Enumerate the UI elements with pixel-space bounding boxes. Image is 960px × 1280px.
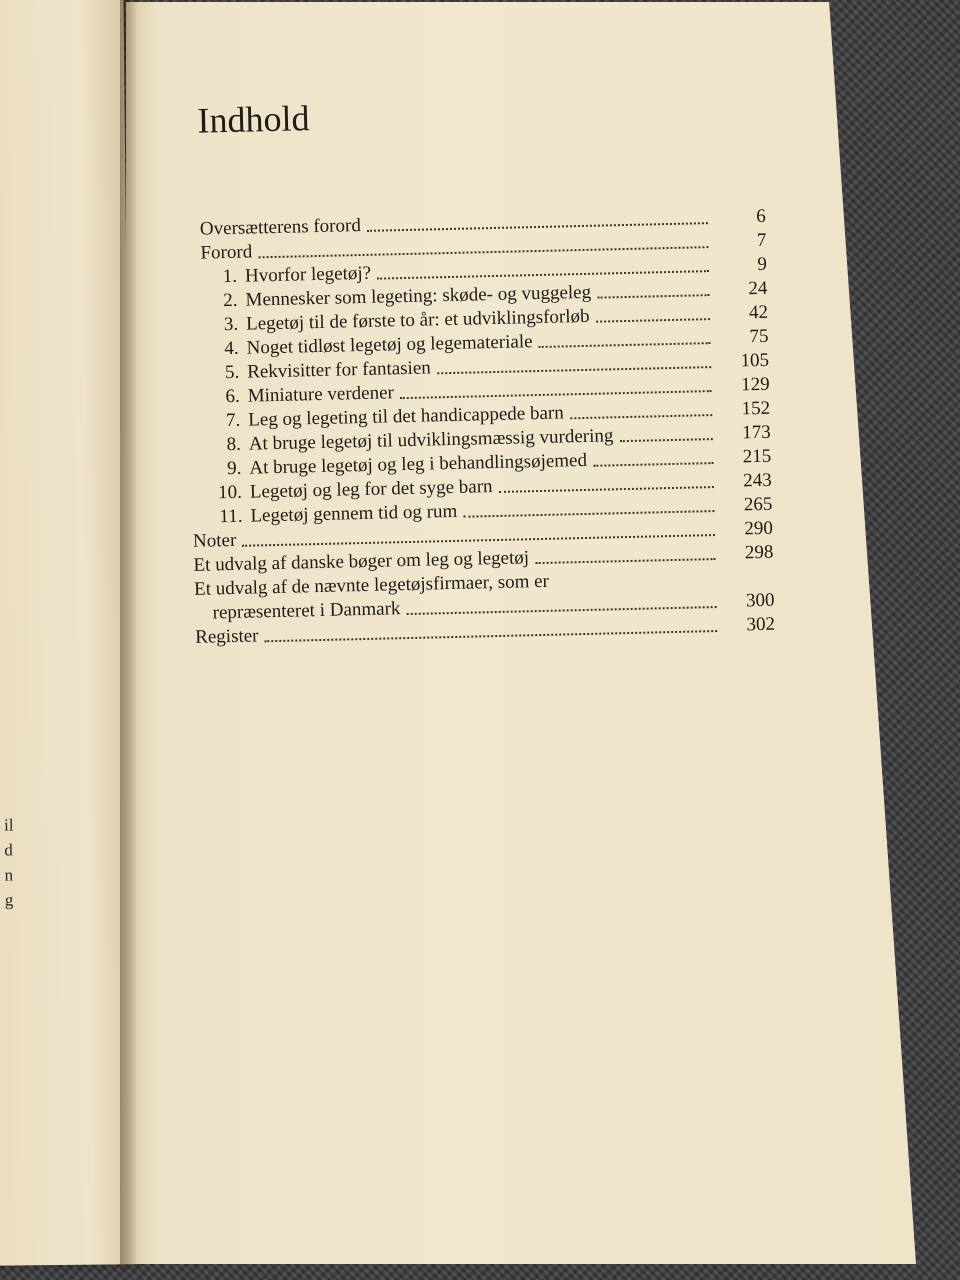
left-fragment: n [4,865,14,885]
toc-entry-title: Leg og legeting til det handicappede barn [248,402,564,431]
toc-leader-dots [400,376,712,399]
toc-entry-title: Noter [192,529,237,552]
toc-entry-number: 1. [222,265,238,288]
toc-entry-page: 298 [744,541,774,564]
toc-entry-title: Hvorfor legetøj? [244,262,372,287]
table-of-contents [183,87,775,650]
toc-entry-number: 8. [226,433,242,456]
toc-leader-dots [619,424,713,442]
toc-entry-page: 152 [741,397,771,420]
left-fragment: d [4,840,13,860]
toc-entry-number: 9. [226,457,242,480]
page-title: Indhold [197,98,310,141]
toc-entry-page: 129 [740,373,770,396]
toc-entry-title: Noget tidløst legetøj og legemateriale [246,331,533,359]
toc-leader-dots [498,472,714,493]
toc-entry-page: 7 [756,229,767,252]
toc-leader-dots [595,304,710,323]
toc-entry-page: 290 [744,517,774,540]
toc-entry-page: 173 [741,421,771,444]
toc-list [186,205,776,650]
toc-entry-page: 75 [749,325,769,348]
toc-entry-title: Mennesker som legeting: skøde- og vuggeleg [245,281,592,311]
toc-entry-title: At bruge legetøj og leg i behandlingsøjemed [249,449,588,479]
left-fragment: g [4,890,14,910]
toc-leader-dots [535,544,716,564]
toc-entry-title: Et udvalg af de nævnte legetøjsfirmaer, som er [193,570,550,600]
toc-entry-page: 243 [743,469,773,492]
toc-entry-page: 42 [748,301,769,324]
toc-entry-number: 10. [217,481,243,504]
toc-leader-dots [377,256,709,280]
toc-leader-dots [593,448,714,467]
toc-entry-page: 265 [743,493,773,516]
toc-leader-dots [463,496,714,518]
toc-entry-number: 11. [219,505,243,528]
toc-entry-title: Rekvisitter for fantasien [246,357,431,383]
toc-entry-title: Register [194,625,259,648]
toc-entry-page: 9 [757,253,768,276]
toc-entry-title: Legetøj gennem tid og rum [250,500,458,527]
toc-leader-dots [367,208,708,232]
toc-entry-number: 7. [225,409,241,432]
left-page-text-fragments [4,812,14,912]
toc-entry-page: 302 [746,613,776,636]
toc-entry-title: Et udvalg af danske bøger om leg og legetøj [193,547,530,576]
toc-entry-page: 215 [742,445,772,468]
toc-entry-title: Legetøj og leg for det syge barn [249,476,493,503]
toc-entry-number: 2. [223,289,238,312]
toc-leader-dots [569,400,712,419]
toc-entry-page: 300 [745,589,775,612]
left-page [0,0,137,1266]
toc-entry-title: Forord [200,241,253,264]
toc-entry-number: 6. [225,385,240,408]
toc-entry-page: 105 [740,349,770,372]
toc-entry-title: Oversætterens forord [199,215,362,240]
left-fragment: il [3,815,14,835]
toc-entry-number: 4. [224,337,239,360]
toc-entry-title: Legetøj til de første to år: et udviklingsforløb [245,305,590,335]
toc-entry-title: Miniature verdener [247,382,395,407]
toc-entry-title: At bruge legetøj til udviklingsmæssig vurdering [248,425,614,455]
toc-entry-title-continuation: repræsenteret i Danmark [212,598,401,624]
toc-entry-page: 24 [748,277,768,300]
toc-entry-number: 3. [223,313,239,336]
toc-leader-dots [597,280,710,299]
toc-leader-dots [538,328,710,348]
toc-leader-dots [437,352,712,374]
book-gutter [120,0,138,1270]
toc-entry-page: 6 [756,205,767,228]
toc-entry-number: 5. [224,361,240,384]
